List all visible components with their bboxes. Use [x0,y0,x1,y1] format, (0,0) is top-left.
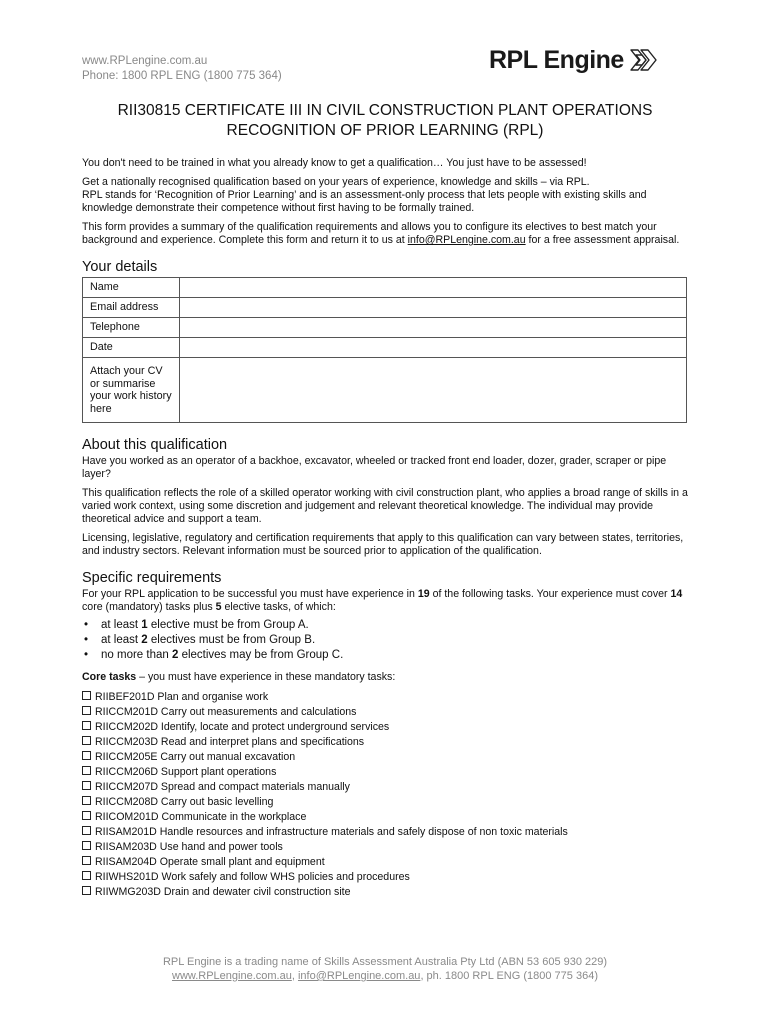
task-label: RIISAM203D Use hand and power tools [95,841,283,853]
rule-text: electives must be from Group B. [147,634,316,646]
footer-separator: , [291,970,298,982]
task-checkbox[interactable] [82,811,91,820]
task-checkbox[interactable] [82,706,91,715]
list-item [82,855,694,870]
title-line-2: RECOGNITION OF PRIOR LEARNING (RPL) [226,122,544,139]
task-checkbox[interactable] [82,871,91,880]
core-tasks-text: – you must have experience in these mandatory tasks: [136,671,396,683]
email-label: Email address [83,298,180,318]
footer-company: RPL Engine is a trading name of Skills Assessment Australia Pty Ltd (ABN 53 605 930 229) [162,956,608,968]
task-checkbox[interactable] [82,721,91,730]
task-label: RIICCM208D Carry out basic levelling [95,796,274,808]
list-item [82,870,694,885]
header-phone: Phone: 1800 RPL ENG (1800 775 364) [82,70,282,82]
list-item [82,885,694,900]
header-website: www.RPLengine.com.au [82,55,208,67]
list-item [82,720,694,735]
name-label: Name [83,278,180,298]
rule-text: no more than [101,649,172,661]
footer-email-link[interactable]: info@RPLengine.com.au [297,970,421,982]
task-checkbox[interactable] [82,751,91,760]
req-core-count: 14 [670,588,683,600]
rule-text: elective must be from Group A. [147,619,309,631]
title-line-1: RII30815 CERTIFICATE III IN CIVIL CONSTRUCTION PLANT OPERATIONS [117,102,653,119]
list-item [82,780,694,795]
task-checkbox[interactable] [82,796,91,805]
task-label: RIICCM202D Identify, locate and protect underground services [95,721,390,733]
rule-text: electives may be from Group C. [178,649,344,661]
task-label: RIICCM206D Support plant operations [95,766,277,778]
list-item [82,750,694,765]
intro-paragraph-2b: RPL stands for ‘Recognition of Prior Learning’ and is an assessment-only process that lets people with existing skills and knowledge demonstrate their competence without first having to be formally trained. [82,189,647,214]
footer-phone: , ph. 1800 RPL ENG (1800 775 364) [420,970,598,982]
core-tasks-heading [82,671,694,684]
task-label: RIICCM205E Carry out manual excavation [95,751,296,763]
logo-text: RPL Engine [489,45,624,74]
intro-paragraph-1: You don't need to be trained in what you already know to get a qualification… You just have to be assessed! [82,157,587,169]
task-label: RIICCM203D Read and interpret plans and specifications [95,736,365,748]
req-text-d: elective tasks, of which: [221,601,336,613]
intro-paragraph-3 [82,221,694,247]
req-elective-count: 5 [215,601,222,613]
req-text-b: of the following tasks. Your experience must cover [429,588,671,600]
chevron-arrows-icon [628,44,662,76]
core-tasks-label: Core tasks [82,671,137,683]
elective-rules-list [82,618,694,663]
task-checkbox[interactable] [82,826,91,835]
req-total-count: 19 [417,588,430,600]
list-item [82,810,694,825]
list-item [82,735,694,750]
rpl-engine-logo [489,44,662,76]
date-label: Date [83,338,180,358]
rule-count: 1 [141,619,148,631]
footer-website-link[interactable]: www.RPLengine.com.au [172,970,292,982]
list-item [82,765,694,780]
telephone-label: Telephone [83,318,180,338]
footer-contact [60,969,710,983]
task-label: RIIWMG203D Drain and dewater civil construction site [95,886,351,898]
requirements-heading: Specific requirements [82,570,222,586]
task-label: RIISAM204D Operate small plant and equipment [95,856,325,868]
about-paragraph-1: Have you worked as an operator of a backhoe, excavator, wheeled or tracked front end loader, dozer, grader, scraper or pipe layer? [82,455,667,480]
task-checkbox[interactable] [82,886,91,895]
list-item [82,795,694,810]
task-checkbox[interactable] [82,841,91,850]
task-label: RIICOM201D Communicate in the workplace [95,811,307,823]
about-heading: About this qualification [82,437,228,453]
rule-count: 2 [141,634,148,646]
intro-paragraph-2a: Get a nationally recognised qualification based on your years of experience, knowledge and skills – via RPL. [82,176,590,188]
header-contact [82,54,282,84]
list-item [82,705,694,720]
page-footer [60,955,710,983]
task-checkbox[interactable] [82,691,91,700]
task-label: RIIWHS201D Work safely and follow WHS policies and procedures [95,871,410,883]
date-field[interactable] [180,338,687,358]
rule-text: at least [101,619,142,631]
about-paragraph-3: Licensing, legislative, regulatory and certification requirements that apply to this qualification can vary between states, territories, and industry sectors. Relevant information must be sourced prior to application of the qualification. [82,532,684,557]
document-title [60,101,710,141]
requirements-paragraph [82,588,694,614]
cv-field[interactable] [180,358,687,423]
list-item [82,690,694,705]
your-details-heading: Your details [82,259,158,275]
req-text-a: For your RPL application to be successful you must have experience in [82,588,418,600]
email-field[interactable] [180,298,687,318]
contact-email-link[interactable]: info@RPLengine.com.au [407,234,526,246]
cv-label: Attach your CV or summarise your work history here [83,358,180,423]
list-item [82,840,694,855]
rule-count: 2 [171,649,179,661]
list-item [82,618,694,633]
task-label: RIISAM201D Handle resources and infrastructure materials and safely dispose of non toxic materials [95,826,568,838]
task-label: RIIBEF201D Plan and organise work [95,691,269,703]
list-item [82,633,694,648]
list-item [82,825,694,840]
task-checkbox[interactable] [82,766,91,775]
task-checkbox[interactable] [82,736,91,745]
task-checkbox[interactable] [82,856,91,865]
name-field[interactable] [180,278,687,298]
task-label: RIICCM201D Carry out measurements and calculations [95,706,357,718]
core-tasks-list [82,690,694,900]
req-text-c: core (mandatory) tasks plus [82,601,216,613]
task-checkbox[interactable] [82,781,91,790]
intro-text-end: for a free assessment appraisal. [525,234,680,246]
about-paragraph-2: This qualification reflects the role of a skilled operator working with civil construction plant, who applies a broad range of skills in a varied work context, using some discretion and judgement and relevant theoretical knowledge. The individual may provide theoretical advice and support a team. [82,487,688,525]
your-details-table [82,277,687,423]
telephone-field[interactable] [180,318,687,338]
document-body [82,157,694,900]
task-label: RIICCM207D Spread and compact materials manually [95,781,350,793]
rule-text: at least [101,634,142,646]
list-item [82,648,694,663]
intro-text: This form provides a summary of the qualification requirements and allows you to configure its electives to best match your background and experience. Complete this form and return it to us at [82,221,657,246]
